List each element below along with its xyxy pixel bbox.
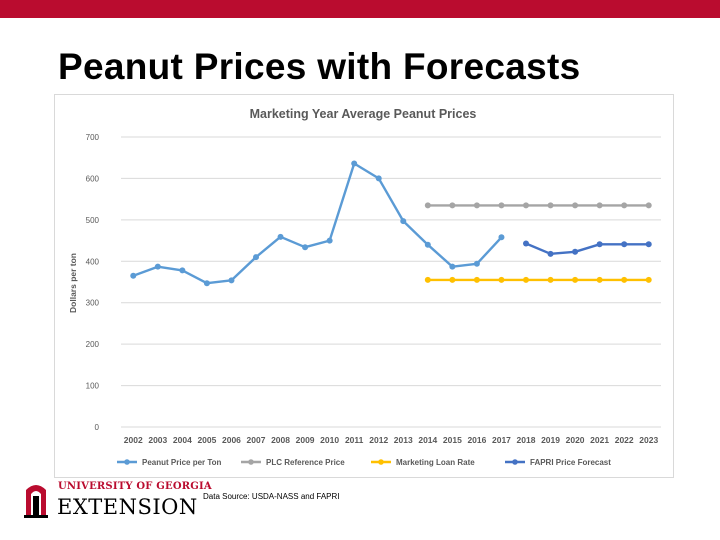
data-point	[449, 202, 455, 208]
x-tick-label: 2021	[590, 435, 610, 445]
slide-title: Peanut Prices with Forecasts	[58, 46, 581, 87]
data-point	[572, 277, 578, 283]
data-point	[597, 241, 603, 247]
x-tick-label: 2007	[246, 435, 266, 445]
data-point	[498, 202, 504, 208]
x-tick-label: 2002	[123, 435, 143, 445]
legend-label: FAPRI Price Forecast	[530, 458, 611, 467]
y-tick-label: 600	[85, 174, 99, 184]
data-point	[646, 241, 652, 247]
data-point	[400, 218, 406, 224]
data-point	[548, 251, 554, 257]
y-tick-label: 0	[94, 423, 99, 432]
chart-title: Marketing Year Average Peanut Prices	[249, 107, 477, 121]
legend-label: Marketing Loan Rate	[396, 458, 475, 467]
data-point	[474, 202, 480, 208]
x-tick-label: 2022	[614, 435, 634, 445]
legend-label: Peanut Price per Ton	[142, 458, 222, 467]
data-point	[498, 277, 504, 283]
data-point	[572, 202, 578, 208]
x-tick-label: 2019	[541, 435, 561, 445]
y-tick-label: 100	[85, 381, 99, 391]
data-point	[302, 244, 308, 250]
data-point	[548, 277, 554, 283]
data-point	[498, 234, 504, 240]
data-point	[523, 277, 529, 283]
y-axis-label: Dollars per ton	[68, 253, 78, 313]
data-point	[621, 241, 627, 247]
data-point	[228, 277, 234, 283]
data-point	[376, 175, 382, 181]
data-point	[449, 277, 455, 283]
x-tick-label: 2008	[271, 435, 291, 445]
data-point	[351, 161, 357, 167]
arch-icon	[24, 480, 48, 518]
x-tick-label: 2010	[320, 435, 340, 445]
data-point	[425, 242, 431, 248]
x-tick-label: 2012	[369, 435, 389, 445]
y-tick-label: 500	[85, 215, 99, 225]
data-point	[204, 280, 210, 286]
data-point	[155, 264, 161, 270]
university-name: UNIVERSITY OF GEORGIA	[58, 481, 212, 492]
data-point	[597, 277, 603, 283]
data-point	[621, 202, 627, 208]
data-point	[253, 254, 259, 260]
x-tick-label: 2009	[295, 435, 315, 445]
extension-wordmark: EXTENSION	[57, 495, 198, 519]
x-tick-label: 2018	[516, 435, 536, 445]
data-source-note: Data Source: USDA-NASS and FAPRI	[203, 492, 340, 501]
series-line	[526, 244, 649, 254]
x-tick-label: 2013	[393, 435, 413, 445]
uga-extension-logo	[22, 478, 212, 522]
data-point	[130, 273, 136, 279]
legend-swatch-marker	[512, 459, 518, 465]
legend-swatch-marker	[124, 459, 130, 465]
data-point	[449, 264, 455, 270]
x-tick-label: 2011	[344, 435, 364, 445]
data-point	[646, 277, 652, 283]
x-tick-label: 2020	[565, 435, 585, 445]
data-point	[425, 277, 431, 283]
data-point	[572, 249, 578, 255]
chart-frame	[54, 94, 674, 478]
x-tick-label: 2016	[467, 435, 487, 445]
x-tick-label: 2014	[418, 435, 438, 445]
x-tick-label: 2005	[197, 435, 217, 445]
data-point	[425, 202, 431, 208]
data-point	[523, 240, 529, 246]
data-point	[327, 238, 333, 244]
legend-label: PLC Reference Price	[266, 458, 345, 467]
y-tick-label: 400	[85, 257, 99, 267]
x-tick-label: 2017	[491, 435, 511, 445]
legend-swatch-marker	[248, 459, 254, 465]
y-tick-label: 700	[85, 133, 99, 142]
series-line	[133, 164, 501, 284]
price-line-chart	[55, 95, 675, 479]
y-tick-label: 300	[85, 298, 99, 308]
legend-swatch-marker	[378, 459, 384, 465]
y-tick-label: 200	[85, 340, 99, 350]
data-point	[474, 261, 480, 267]
data-point	[474, 277, 480, 283]
x-tick-label: 2015	[442, 435, 462, 445]
top-accent-bar	[0, 0, 720, 18]
data-point	[646, 202, 652, 208]
data-point	[278, 234, 284, 240]
data-point	[548, 202, 554, 208]
data-point	[179, 267, 185, 273]
x-tick-label: 2004	[172, 435, 192, 445]
x-tick-label: 2003	[148, 435, 168, 445]
data-point	[621, 277, 627, 283]
x-tick-label: 2006	[221, 435, 241, 445]
data-point	[523, 202, 529, 208]
data-point	[597, 202, 603, 208]
x-tick-label: 2023	[639, 435, 659, 445]
